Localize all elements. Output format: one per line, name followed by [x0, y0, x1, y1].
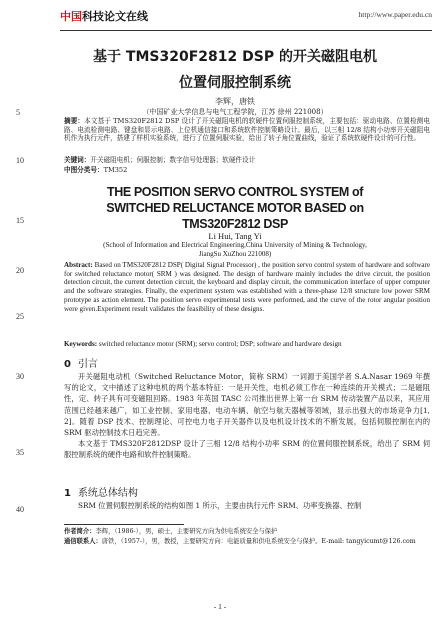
affiliation-cn: （中国矿业大学信息与电气工程学院，江苏 徐州 221008） [142, 108, 328, 116]
footnote-author [64, 528, 430, 536]
title-en-line3: TMS320F2812 DSP [182, 217, 288, 231]
line-number: 25 [16, 312, 24, 321]
clc-text: TM352 [103, 166, 128, 174]
line-number: 15 [16, 216, 24, 225]
intro-paragraph-2: 本文基于 TMS320F2812DSP 设计了三相 12/8 结构小功率 SRM 的位置伺服控制系统，给出了 SRM 伺服控制系统的硬件电路和软件控制策略。 [64, 439, 430, 460]
abstract-en-text: Based on TMS320F2812 DSP( Digital Signal Processor) , the position servo control system of hardware and software for switched reluctance motor( SRM ) was designed. The design of hardware mainly includes the drive circuit, the position detection circuit, the current detection circuit, the keyboard and display circuit, the communication interface of upper computer and the software strategies. Finally, the experiment system was established with a three-phase 12/8 structure low power SRM prototype as action element. The position servo experimental tests were performed, and the curve of the rotor angular position were given.Experiment result validates the feasibility of these designs. [64, 261, 430, 313]
abstract-cn [64, 117, 430, 143]
title-cn-line2: 位置伺服控制系统 [179, 75, 291, 91]
abstract-cn-text: 本文基于 TMS320F2812 DSP 设计了开关磁阻电机的软硬件位置伺服控制系统，主要包括：驱动电路、位置检测电路、电流检测电路、键盘和显示电路、上位机通信接口和系统软件控制策略设计。最后，以三相 12/8 结构小功率开关磁阻电机作为执行元件，搭建了样机实验系统，进行了位置伺服实验，给出了转子角位置曲线，验证了系统软硬件设计的可行性。 [64, 117, 430, 143]
logo-red-text: 中国 [60, 10, 82, 23]
footnote-corr-text: 唐铁，（1957-），男，教授，主要研究方向：电能质量和供电系统安全与保护。E-mail: tangyicumt@126.com [101, 538, 416, 545]
keywords-cn-text: 开关磁阻电机；伺服控制；数字信号处理器；软硬件设计 [90, 156, 256, 164]
page-header [60, 6, 432, 28]
keywords-en-label: Keywords: [64, 340, 98, 348]
footnote-author-text: 李辉，（1986-），男，硕士，主要研究方向为供电系统安全与保护 [95, 528, 278, 535]
footnote-author-label: 作者简介： [64, 528, 96, 535]
keywords-en-text: switched reluctance motor (SRM); servo control; DSP; software and hardware design [97, 340, 342, 348]
line-number: 20 [16, 266, 24, 275]
abstract-cn-label: 摘要： [64, 117, 85, 125]
structure-paragraph-1: SRM 位置伺服控制系统的结构如图 1 所示，主要由执行元件 SRM、功率变换器、控制 [78, 501, 362, 510]
authors-en: Li Hui, Tang Yi [208, 231, 262, 241]
line-number: 35 [16, 448, 24, 457]
keywords-cn [64, 156, 430, 165]
site-logo[interactable] [60, 8, 148, 24]
affiliation-en-line1: (School of Information and Electrical Engineering,China University of Mining & Technology, [103, 241, 367, 249]
line-number: 40 [16, 505, 24, 514]
clc-number [64, 166, 430, 175]
title-cn-line1: 基于 TMS320F2812 DSP 的开关磁阻电机 [93, 49, 377, 65]
section-title: 引言 [77, 359, 98, 370]
footnote-corr-label: 通信联系人： [64, 538, 102, 545]
footnote-rule [64, 524, 184, 525]
section-title: 系统总体结构 [77, 488, 138, 499]
section-number: 1 [64, 488, 71, 499]
section-heading-structure [64, 484, 138, 499]
title-en-line2: SWITCHED RELUCTANCE MOTOR BASED on [106, 201, 364, 215]
clc-label: 中图分类号： [64, 166, 104, 174]
authors-cn: 李辉，唐铁 [215, 97, 255, 106]
abstract-en [64, 261, 430, 313]
page-number: - 1 - [213, 602, 227, 611]
intro-paragraph-1: 开关磁阻电动机（Switched Reluctance Motor，简称 SRM）一词源于美国学者 S.A.Nasar 1969 年撰写的论文，文中描述了这种电机的两个基本特征：一是开关性，电机必须工作在一种连续的开关模式；二是磁阻性，定、转子具有可变磁阻回路。1983 年英国 TASC 公司推出世界上第一台 SRM 传动装置产品以来，其应用范围已经越来越广，如工业控制、家用电器、电动车辆、航空与航天器械等领域，显示出强大的市场竞争力[1, 2]。随着 DSP 技术、控制理论、可控电力电子开关器件以及电机设计技术的不断发展，包括伺服控制在内的 SRM 驱动控制技术日趋完善。 [64, 372, 430, 438]
affiliation-en-line2: JiangSu XuZhou 221008) [198, 250, 272, 258]
section-heading-intro [64, 355, 98, 370]
logo-black-text: 科技论文在线 [82, 10, 148, 23]
footnote-correspondence [64, 538, 430, 546]
line-number: 5 [16, 108, 20, 117]
abstract-en-label: Abstract: [64, 261, 93, 269]
header-rule [60, 30, 432, 31]
keywords-en [64, 340, 430, 349]
section-number: 0 [64, 359, 71, 370]
line-number: 30 [16, 372, 24, 381]
line-number: 10 [16, 156, 24, 165]
title-en-line1: THE POSITION SERVO CONTROL SYSTEM of [107, 185, 363, 199]
site-url[interactable]: http://www.paper.edu.cn [358, 10, 432, 19]
keywords-cn-label: 关键词： [64, 156, 91, 164]
